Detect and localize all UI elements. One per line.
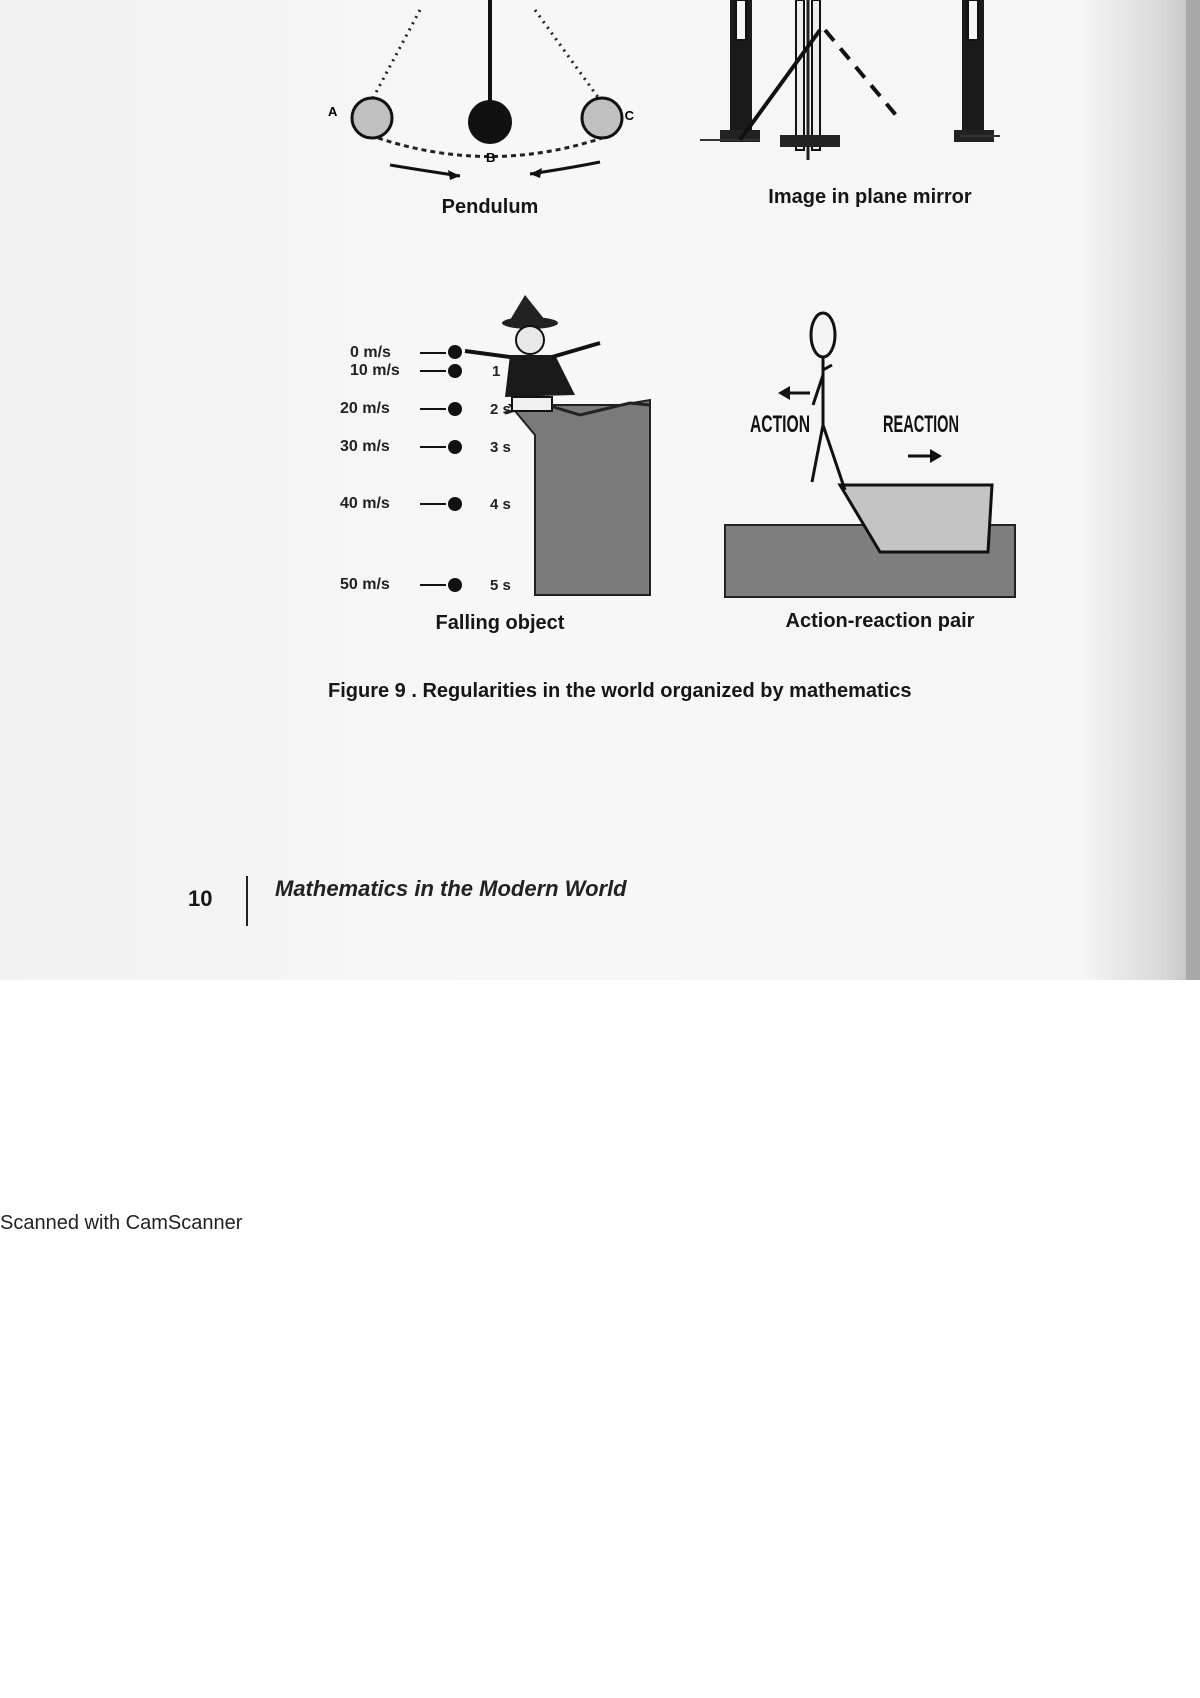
time-label: 3 s bbox=[490, 439, 511, 456]
action-reaction-caption: Action-reaction pair bbox=[785, 610, 975, 632]
speed-label: 20 m/s bbox=[340, 400, 390, 417]
falling-object-figure bbox=[330, 285, 660, 605]
falling-row bbox=[340, 576, 511, 594]
speed-label: 0 m/s bbox=[350, 344, 391, 361]
falling-ball bbox=[448, 364, 462, 378]
reaction-label: REACTION bbox=[883, 411, 959, 438]
pendulum-caption: Pendulum bbox=[441, 196, 539, 218]
action-label: ACTION bbox=[750, 411, 810, 438]
pendulum-label-c: C bbox=[624, 108, 634, 123]
falling-ball bbox=[448, 440, 462, 454]
time-label: 1 bbox=[492, 363, 501, 380]
mirror-caption: Image in plane mirror bbox=[768, 186, 972, 208]
action-reaction-figure bbox=[720, 300, 1020, 600]
pendulum-bob-b bbox=[468, 100, 512, 144]
speed-label: 40 m/s bbox=[340, 495, 390, 512]
camscanner-footer: Scanned with CamScanner bbox=[0, 1212, 243, 1234]
page-number: 10 bbox=[188, 886, 213, 911]
pendulum-label-a: A bbox=[328, 104, 338, 119]
pendulum-bob-c bbox=[582, 98, 622, 138]
falling-row bbox=[340, 495, 511, 513]
falling-row bbox=[350, 344, 462, 361]
time-label: 2 s bbox=[490, 401, 511, 418]
falling-row bbox=[340, 438, 511, 456]
figure-caption: Figure 9 . Regularities in the world organized by mathematics bbox=[328, 680, 912, 702]
falling-caption: Falling object bbox=[435, 612, 565, 634]
falling-ball bbox=[448, 578, 462, 592]
mirror-figure bbox=[700, 0, 1020, 180]
pendulum-figure bbox=[300, 0, 640, 200]
running-title: Mathematics in the Modern World bbox=[275, 876, 627, 901]
time-label: 4 s bbox=[490, 496, 511, 513]
falling-row bbox=[340, 400, 511, 418]
falling-ball bbox=[448, 497, 462, 511]
speed-label: 30 m/s bbox=[340, 438, 390, 455]
speed-label: 10 m/s bbox=[350, 362, 400, 379]
speed-label: 50 m/s bbox=[340, 576, 390, 593]
falling-ball bbox=[448, 345, 462, 359]
pendulum-bob-a bbox=[352, 98, 392, 138]
falling-ball bbox=[448, 402, 462, 416]
falling-row bbox=[350, 362, 500, 380]
time-label: 5 s bbox=[490, 577, 511, 594]
pendulum-label-b: B bbox=[486, 150, 496, 165]
page-number-divider bbox=[246, 876, 248, 926]
